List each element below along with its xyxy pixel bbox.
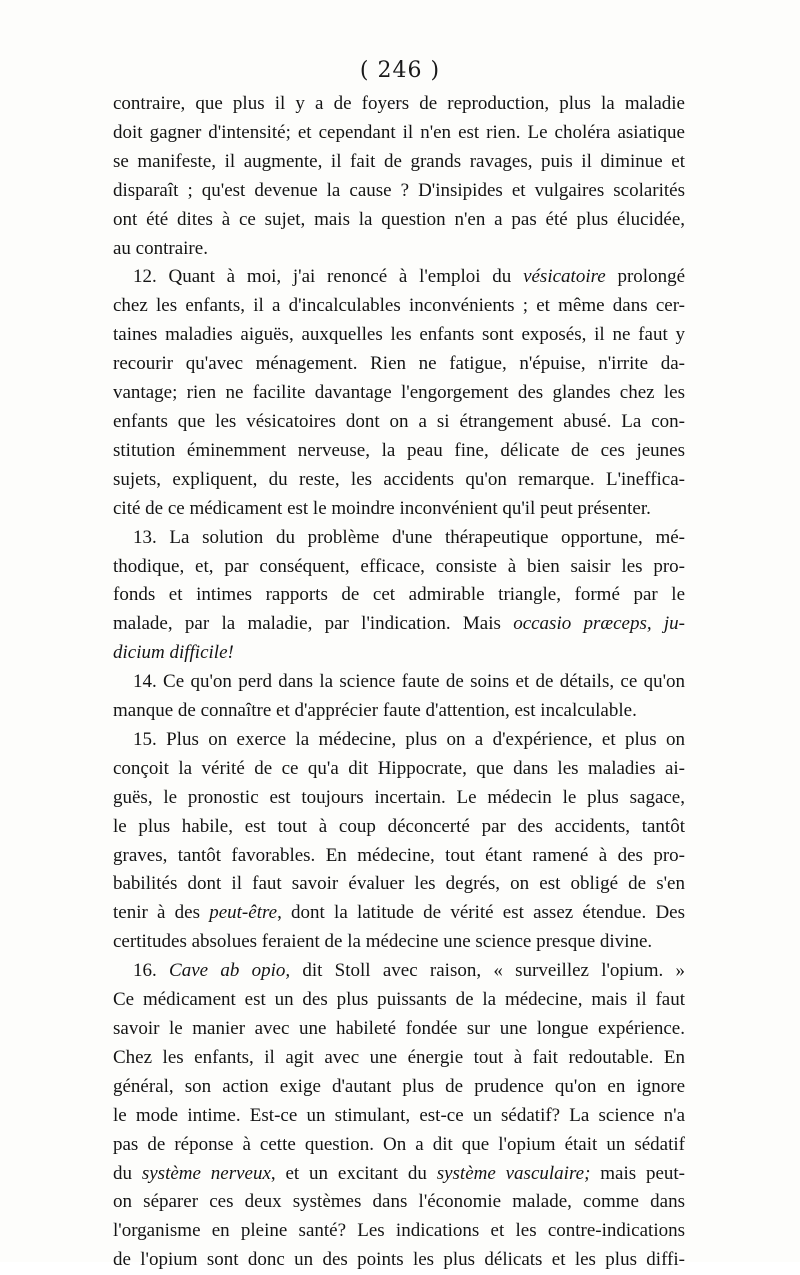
text-line: Ce médicament est un des plus puissants de la médecine, mais il faut <box>113 989 685 1011</box>
text-line: malade, par la maladie, par l'indication. Mais occasio præceps, ju- <box>113 613 685 635</box>
text-line: général, son action exige d'autant plus de prudence qu'on en ignore <box>113 1075 685 1097</box>
text-line-last: dicium difficile! <box>113 642 234 664</box>
paragraph-p15 <box>113 726 685 957</box>
text-line: on séparer ces deux systèmes dans l'économie malade, comme dans <box>113 1191 685 1213</box>
text-line: vantage; rien ne facilite davantage l'engorgement des glandes chez les <box>113 382 685 404</box>
text-line: savoir le manier avec une habileté fondée sur une longue expérience. <box>113 1018 685 1039</box>
text-line: de l'opium sont donc un des points les plus délicats et les plus diffi- <box>113 1249 685 1271</box>
paragraph-p12 <box>113 263 685 523</box>
paragraph-p0 <box>113 90 685 263</box>
text-line: babilités dont il faut savoir évaluer les degrés, on est obligé de s'en <box>113 873 685 895</box>
text-line: enfants que les vésicatoires dont on a si étrangement abusé. La con- <box>113 410 685 432</box>
text-line: du système nerveux, et un excitant du système vasculaire; mais peut- <box>113 1162 686 1184</box>
text-line: pas de réponse à cette question. On a dit que l'opium était un sédatif <box>113 1133 685 1155</box>
text-line: ont été dites à ce sujet, mais la question n'en a pas été plus élucidée, <box>113 208 685 230</box>
text-line: Chez les enfants, il agit avec une énergie tout à fait redoutable. En <box>113 1046 685 1068</box>
text-line: 14. Ce qu'on perd dans la science faute de soins et de détails, ce qu'on <box>133 671 685 693</box>
text-line: se manifeste, il augmente, il fait de grands ravages, puis il diminue et <box>113 150 685 172</box>
paragraph-p14 <box>113 668 685 726</box>
text-line: le mode intime. Est-ce un stimulant, est-ce un sédatif? La science n'a <box>113 1104 685 1126</box>
paragraph-p16 <box>113 957 685 1275</box>
text-line: tenir à des peut-être, dont la latitude de vérité est assez étendue. Des <box>113 902 685 924</box>
text-line: chez les enfants, il a d'incalculables inconvénients ; et même dans cer- <box>113 295 685 317</box>
text-line: graves, tantôt favorables. En médecine, tout étant ramené à des pro- <box>113 844 685 866</box>
paragraph-p13 <box>113 524 685 669</box>
text-line: contraire, que plus il y a de foyers de reproduction, plus la maladie <box>113 93 685 114</box>
text-line: stitution éminemment nerveuse, la peau fine, délicate de ces jeunes <box>113 439 685 461</box>
text-line: l'organisme en pleine santé? Les indications et les contre-indications <box>113 1220 685 1242</box>
text-line: doit gagner d'intensité; et cependant il n'en est rien. Le choléra asiatique <box>113 121 685 143</box>
text-line: thodique, et, par conséquent, efficace, consiste à bien saisir les pro- <box>113 555 685 577</box>
text-line: 12. Quant à moi, j'ai renoncé à l'emploi du vésicatoire prolongé <box>133 266 685 288</box>
text-line: sujets, expliquent, du reste, les accidents qu'on remarque. L'ineffica- <box>113 468 685 490</box>
text-line: le plus habile, est tout à coup déconcerté par des accidents, tantôt <box>113 815 685 837</box>
text-line: conçoit la vérité de ce qu'a dit Hippocrate, que dans les maladies ai- <box>113 757 685 779</box>
body-text <box>113 90 685 1275</box>
text-line-last: cité de ce médicament est le moindre inconvénient qu'il peut présenter. <box>113 497 651 519</box>
text-line-last: manque de connaître et d'apprécier faute d'attention, est incalculable. <box>113 700 637 722</box>
text-line: 15. Plus on exerce la médecine, plus on a d'expérience, et plus on <box>133 728 685 750</box>
page-number: ( 246 ) <box>359 58 441 83</box>
text-line: 13. La solution du problème d'une thérapeutique opportune, mé- <box>133 526 685 548</box>
text-line: 16. Cave ab opio, dit Stoll avec raison, « surveillez l'opium. » <box>133 960 685 982</box>
text-line: taines maladies aiguës, auxquelles les enfants sont exposés, il ne faut y <box>113 324 685 346</box>
text-line-last: certitudes absolues feraient de la médecine une science presque divine. <box>113 931 653 953</box>
text-line: guës, le pronostic est toujours incertain. Le médecin le plus sagace, <box>113 786 685 808</box>
text-line-last: au contraire. <box>113 237 208 259</box>
text-line: fonds et intimes rapports de cet admirable triangle, formé par le <box>113 584 685 606</box>
text-line: disparaît ; qu'est devenue la cause ? D'insipides et vulgaires scolarités <box>113 179 685 201</box>
text-line: recourir qu'avec ménagement. Rien ne fatigue, n'épuise, n'irrite da- <box>113 353 685 375</box>
